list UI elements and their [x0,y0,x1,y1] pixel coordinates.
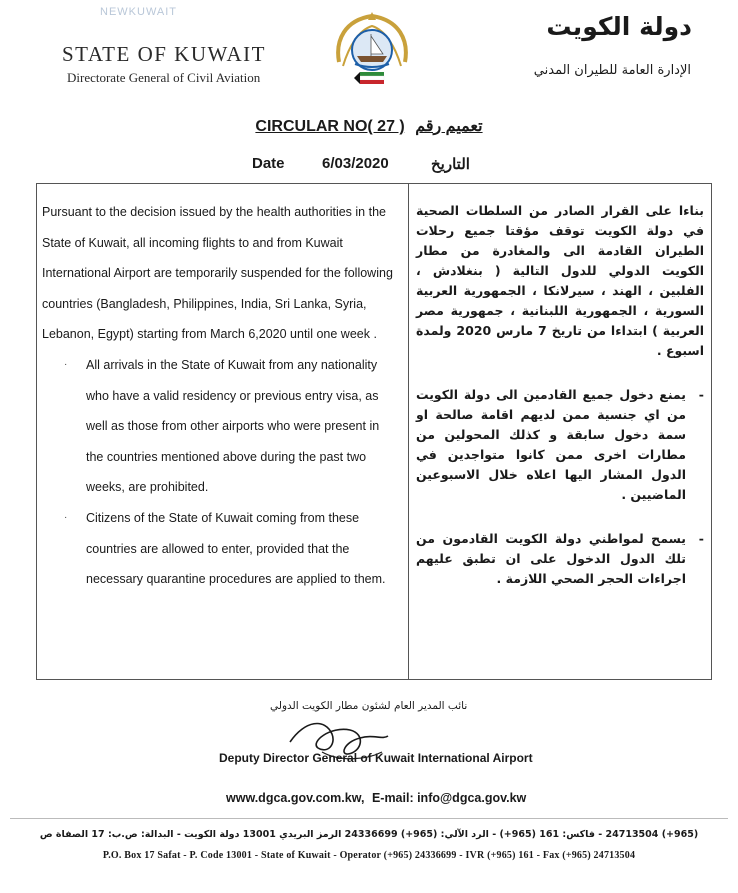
date-value: 6/03/2020 [322,155,389,172]
circular-heading [0,116,738,136]
bullet-mark: · [64,511,68,523]
footer-english: P.O. Box 17 Safat - P. Code 13001 - State of Kuwait - Operator (+965) 24336699 - IVR (+965) 161 - Fax (+965) 24713504 [102,850,636,861]
arabic-intro: بناءا على القرار الصادر من السلطات الصحية في دولة الكويت توقف مؤقتا جميع رحلات الطيران القادمة الى والمغادرة من مطار الكويت الدولي للدول التالية ( بنغلادش ، الفلبين ، الهند ، سيرلانكا ، الجمهورية العربية السورية ، الجمهورية اللبنانية ، جمهورية مصر العربية ) ابتداءا من تاريخ 7 مارس 2020 ولمدة اسبوع . [416,203,704,358]
header-ar-subtitle: الإدارة العامة للطيران المدني [533,63,691,78]
arabic-bullet-1 [416,385,704,505]
header-en-subtitle: Directorate General of Civil Aviation [67,70,261,85]
header-en-title: STATE OF KUWAIT [62,42,266,66]
english-intro: Pursuant to the decision issued by the health authorities in the State of Kuwait, all incoming flights to and from Kuwait International Airport are temporarily suspended for the following countries (Bangladesh, Philippines, India, Sri Lanka, Syria, Lebanon, Egypt) starting from March 6,2020 until one week . [42,205,393,342]
header-ar-title: دولة الكويت [546,12,692,41]
english-bullet-2-text: Citizens of the State of Kuwait coming from these countries are allowed to enter, provided that the necessary quarantine procedures are applied to them. [86,510,386,587]
watermark-text: NEWKUWAIT [100,6,178,18]
circular-label-ar: تعميم رقم [415,118,483,135]
signature-title-en: Deputy Director General of Kuwait International Airport [219,751,533,765]
english-column [42,197,394,595]
bullet-mark: · [64,358,68,370]
footer-rule [10,818,728,819]
arabic-bullet-1-text: يمنع دخول جميع القادمين الى دولة الكويت من اي جنسية ممن لديهم اقامة صالحة او سمة دخول سابقة و كذلك المحولين من مطارات اخرى ممن كانوا متواجدين في الدول المشار اليها اعلاه خلال الاسبوعين الماضيين . [416,387,686,502]
email-link[interactable]: E-mail: info@dgca.gov.kw [371,791,527,805]
arabic-column [416,201,704,613]
english-bullet-1 [42,350,394,503]
bullet-mark: - [698,387,704,402]
arabic-bullet-2 [416,529,704,589]
english-bullet-2 [42,503,394,595]
bullet-mark: - [698,531,704,546]
footer-arabic: (965+) 24713504 - فاكس: 161 (965+) - الرد الآلي: (965+) 24336699 الرمز البريدي 13001 دولة الكويت - البدالة: ص.ب: 17 الصفاة ص [39,829,699,840]
website-link[interactable]: www.dgca.gov.com.kw, [226,791,365,805]
date-label-ar: التاريخ [431,156,470,173]
signature-title-ar: نائب المدير العام لشئون مطار الكويت الدولي [270,700,468,712]
circular-number-en: CIRCULAR NO( 27 ) [255,118,405,135]
arabic-bullet-2-text: يسمح لمواطني دولة الكويت القادمون من تلك الدول الدخول على ان تطبق عليهم اجراءات الحجر الصحي اللازمة . [416,531,686,586]
date-label-en: Date [252,155,285,172]
contact-line [226,791,526,805]
column-divider [408,183,409,680]
kuwait-emblem-icon [333,10,411,90]
english-bullet-1-text: All arrivals in the State of Kuwait from any nationality who have a valid residency or previous entry visa, as well as those from other airports who were present in the countries mentioned above during the past two weeks, are prohibited. [86,357,380,495]
